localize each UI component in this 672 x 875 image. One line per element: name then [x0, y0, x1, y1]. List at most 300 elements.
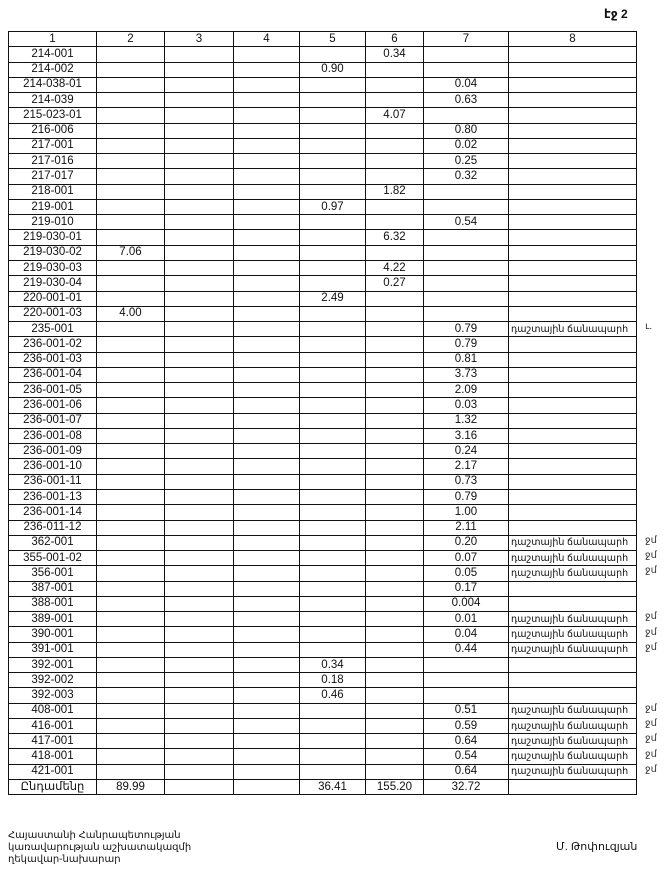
area-cell: 0.05 — [424, 566, 509, 581]
area-cell — [165, 62, 234, 77]
area-cell — [97, 138, 165, 153]
margin-cut-text: ջմ — [645, 641, 657, 653]
area-cell — [165, 444, 234, 459]
area-cell — [97, 642, 165, 657]
column-header: 2 — [97, 32, 165, 47]
area-cell — [165, 398, 234, 413]
area-cell — [300, 322, 366, 337]
area-cell: 0.17 — [424, 581, 509, 596]
area-cell — [424, 245, 509, 260]
note-cell — [509, 230, 637, 245]
area-cell — [234, 184, 300, 199]
table-header-row — [9, 32, 637, 47]
area-cell — [97, 123, 165, 138]
area-cell — [234, 444, 300, 459]
margin-cut-text: ջմ — [645, 763, 657, 775]
area-cell — [366, 352, 424, 367]
area-cell — [165, 123, 234, 138]
area-cell — [300, 581, 366, 596]
area-cell — [300, 383, 366, 398]
area-cell — [97, 352, 165, 367]
note-cell — [509, 47, 637, 62]
area-cell — [300, 734, 366, 749]
area-cell — [234, 642, 300, 657]
area-cell — [300, 612, 366, 627]
margin-cut-text: ջմ — [645, 748, 657, 760]
area-cell — [300, 444, 366, 459]
margin-cut-text: ւ. — [645, 321, 653, 333]
note-cell — [509, 383, 637, 398]
area-cell — [300, 718, 366, 733]
area-cell — [234, 718, 300, 733]
area-cell: 0.63 — [424, 93, 509, 108]
area-cell — [366, 62, 424, 77]
area-cell: 0.46 — [300, 688, 366, 703]
footer-title-block — [8, 830, 191, 866]
area-cell: 0.80 — [424, 123, 509, 138]
area-cell: 0.004 — [424, 596, 509, 611]
parcel-code-cell: 236-001-05 — [9, 383, 97, 398]
area-cell — [234, 627, 300, 642]
table-row — [9, 383, 637, 398]
area-cell — [234, 489, 300, 504]
table-row — [9, 566, 637, 581]
area-cell — [97, 703, 165, 718]
column-header: 6 — [366, 32, 424, 47]
area-cell: 0.79 — [424, 489, 509, 504]
area-cell — [234, 306, 300, 321]
area-cell — [424, 260, 509, 275]
area-cell: 0.27 — [366, 276, 424, 291]
area-cell — [97, 505, 165, 520]
area-cell — [165, 93, 234, 108]
area-cell — [234, 474, 300, 489]
footer-line: ղեկավար-նախարար — [8, 854, 121, 865]
margin-cut-text: ջմ — [645, 702, 657, 714]
area-cell: 2.11 — [424, 520, 509, 535]
area-cell — [234, 505, 300, 520]
table-row — [9, 642, 637, 657]
table-row — [9, 413, 637, 428]
area-cell — [366, 322, 424, 337]
parcel-code-cell: 416-001 — [9, 718, 97, 733]
area-cell — [234, 138, 300, 153]
table-row — [9, 673, 637, 688]
parcel-code-cell: 219-001 — [9, 199, 97, 214]
parcel-code-cell: 214-001 — [9, 47, 97, 62]
area-cell — [97, 657, 165, 672]
note-cell — [509, 306, 637, 321]
area-cell — [300, 489, 366, 504]
note-cell: դաշտային ճանապարհ — [509, 627, 637, 642]
area-cell — [165, 367, 234, 382]
table-row — [9, 138, 637, 153]
area-cell: 0.59 — [424, 718, 509, 733]
note-cell — [509, 489, 637, 504]
area-cell — [366, 93, 424, 108]
area-cell: 0.20 — [424, 535, 509, 550]
area-cell — [234, 673, 300, 688]
area-cell — [424, 276, 509, 291]
parcel-code-cell: 235-001 — [9, 322, 97, 337]
parcel-code-cell: 215-023-01 — [9, 108, 97, 123]
area-cell — [424, 108, 509, 123]
note-cell: դաշտային ճանապարհ — [509, 322, 637, 337]
table-row — [9, 551, 637, 566]
area-cell: 0.25 — [424, 154, 509, 169]
area-cell — [366, 367, 424, 382]
area-cell — [97, 627, 165, 642]
note-cell — [509, 581, 637, 596]
area-cell — [234, 596, 300, 611]
area-cell — [234, 749, 300, 764]
area-cell — [300, 596, 366, 611]
area-cell — [165, 383, 234, 398]
area-cell: 4.00 — [97, 306, 165, 321]
area-cell — [300, 413, 366, 428]
area-cell — [97, 383, 165, 398]
area-cell — [366, 489, 424, 504]
parcel-code-cell: 214-039 — [9, 93, 97, 108]
area-cell — [97, 749, 165, 764]
area-cell — [366, 444, 424, 459]
area-cell — [97, 62, 165, 77]
area-cell: 1.00 — [424, 505, 509, 520]
margin-cut-text: ջմ — [645, 626, 657, 638]
parcel-code-cell: 218-001 — [9, 184, 97, 199]
area-cell — [234, 535, 300, 550]
margin-cut-text: ջմ — [645, 718, 657, 730]
area-cell — [300, 77, 366, 92]
parcel-code-cell: 236-001-08 — [9, 428, 97, 443]
area-cell — [234, 77, 300, 92]
area-cell — [165, 612, 234, 627]
parcel-code-cell: 236-001-04 — [9, 367, 97, 382]
area-cell — [165, 77, 234, 92]
table-row — [9, 352, 637, 367]
total-cell — [234, 780, 300, 795]
area-cell — [424, 199, 509, 214]
area-cell: 0.32 — [424, 169, 509, 184]
area-cell — [366, 154, 424, 169]
area-cell — [234, 566, 300, 581]
area-cell — [234, 520, 300, 535]
area-cell — [300, 276, 366, 291]
table-row — [9, 581, 637, 596]
area-cell: 0.54 — [424, 749, 509, 764]
area-cell — [165, 322, 234, 337]
area-cell — [300, 764, 366, 779]
parcel-code-cell: 236-001-07 — [9, 413, 97, 428]
total-cell — [165, 780, 234, 795]
parcel-code-cell: 388-001 — [9, 596, 97, 611]
area-cell — [234, 734, 300, 749]
table-row — [9, 688, 637, 703]
note-cell — [509, 291, 637, 306]
note-cell — [509, 673, 637, 688]
parcel-code-cell: 356-001 — [9, 566, 97, 581]
note-cell — [509, 688, 637, 703]
area-cell — [97, 93, 165, 108]
parcel-code-cell: 217-016 — [9, 154, 97, 169]
area-cell — [97, 215, 165, 230]
area-cell — [366, 459, 424, 474]
area-cell — [300, 535, 366, 550]
parcel-code-cell: 219-030-03 — [9, 260, 97, 275]
area-cell — [234, 413, 300, 428]
parcel-code-cell: 391-001 — [9, 642, 97, 657]
parcel-code-cell: 355-001-02 — [9, 551, 97, 566]
area-cell — [165, 474, 234, 489]
area-cell — [300, 703, 366, 718]
area-cell — [165, 581, 234, 596]
area-cell — [165, 673, 234, 688]
area-cell: 4.07 — [366, 108, 424, 123]
area-cell: 1.82 — [366, 184, 424, 199]
area-cell: 0.81 — [424, 352, 509, 367]
area-cell — [165, 566, 234, 581]
area-cell — [300, 230, 366, 245]
margin-cut-text: ջմ — [645, 534, 657, 546]
parcel-code-cell: 390-001 — [9, 627, 97, 642]
table-row — [9, 718, 637, 733]
parcel-code-cell: 236-001-13 — [9, 489, 97, 504]
column-header: 5 — [300, 32, 366, 47]
table-row — [9, 428, 637, 443]
area-cell — [234, 764, 300, 779]
area-cell — [234, 337, 300, 352]
area-cell — [165, 276, 234, 291]
area-cell — [234, 123, 300, 138]
note-cell: դաշտային ճանապարհ — [509, 551, 637, 566]
parcel-code-cell: 214-038-01 — [9, 77, 97, 92]
table-row — [9, 199, 637, 214]
parcel-code-cell: 217-017 — [9, 169, 97, 184]
area-cell — [366, 551, 424, 566]
note-cell: դաշտային ճանապարհ — [509, 612, 637, 627]
area-cell: 0.04 — [424, 77, 509, 92]
parcel-code-cell: 236-001-02 — [9, 337, 97, 352]
area-cell — [234, 367, 300, 382]
area-cell — [366, 291, 424, 306]
area-cell — [300, 93, 366, 108]
area-cell — [97, 199, 165, 214]
area-cell — [300, 551, 366, 566]
area-cell: 0.64 — [424, 764, 509, 779]
table-row — [9, 108, 637, 123]
area-cell — [300, 138, 366, 153]
parcel-code-cell: 220-001-03 — [9, 306, 97, 321]
note-cell — [509, 657, 637, 672]
parcel-code-cell: 236-001-11 — [9, 474, 97, 489]
table-row — [9, 734, 637, 749]
area-cell — [366, 123, 424, 138]
area-cell — [300, 306, 366, 321]
area-cell — [300, 749, 366, 764]
note-cell: դաշտային ճանապարհ — [509, 749, 637, 764]
note-cell — [509, 93, 637, 108]
note-cell — [509, 123, 637, 138]
area-cell — [366, 688, 424, 703]
parcel-code-cell: 217-001 — [9, 138, 97, 153]
area-cell: 0.73 — [424, 474, 509, 489]
area-cell — [165, 764, 234, 779]
area-cell — [366, 764, 424, 779]
area-cell — [165, 734, 234, 749]
table-row — [9, 535, 637, 550]
area-cell — [165, 108, 234, 123]
area-cell — [366, 383, 424, 398]
area-cell — [234, 291, 300, 306]
area-cell — [234, 322, 300, 337]
area-cell: 2.09 — [424, 383, 509, 398]
area-cell — [97, 718, 165, 733]
area-cell — [366, 413, 424, 428]
table-row — [9, 169, 637, 184]
note-cell — [509, 428, 637, 443]
area-cell — [300, 215, 366, 230]
area-cell — [234, 276, 300, 291]
area-cell — [424, 47, 509, 62]
table-row — [9, 184, 637, 199]
area-cell — [424, 62, 509, 77]
footer-line: Հայաստանի Հանրապետության — [8, 830, 181, 841]
area-cell — [366, 703, 424, 718]
total-cell: 89.99 — [97, 780, 165, 795]
parcel-code-cell: 219-030-01 — [9, 230, 97, 245]
area-cell — [165, 47, 234, 62]
area-cell — [165, 154, 234, 169]
area-cell — [300, 123, 366, 138]
area-cell — [97, 535, 165, 550]
table-row — [9, 398, 637, 413]
area-cell — [300, 337, 366, 352]
page-number: էջ 2 — [604, 7, 628, 21]
area-cell — [234, 657, 300, 672]
area-cell — [234, 459, 300, 474]
note-cell — [509, 520, 637, 535]
area-cell — [165, 459, 234, 474]
table-row — [9, 291, 637, 306]
area-cell — [97, 520, 165, 535]
area-cell — [300, 169, 366, 184]
area-cell: 0.97 — [300, 199, 366, 214]
area-cell — [300, 245, 366, 260]
area-cell — [234, 154, 300, 169]
area-cell — [165, 169, 234, 184]
area-cell — [165, 596, 234, 611]
area-cell — [165, 199, 234, 214]
area-cell — [165, 718, 234, 733]
area-cell — [234, 352, 300, 367]
parcel-code-cell: 417-001 — [9, 734, 97, 749]
note-cell: դաշտային ճանապարհ — [509, 764, 637, 779]
area-cell — [97, 169, 165, 184]
area-cell — [234, 383, 300, 398]
area-cell — [165, 306, 234, 321]
area-cell — [366, 612, 424, 627]
table-row — [9, 627, 637, 642]
parcel-code-cell: 362-001 — [9, 535, 97, 550]
area-cell — [97, 291, 165, 306]
parcel-code-cell: 236-001-03 — [9, 352, 97, 367]
note-cell — [509, 108, 637, 123]
area-cell — [97, 688, 165, 703]
table-row — [9, 703, 637, 718]
area-cell — [366, 199, 424, 214]
total-cell — [509, 780, 637, 795]
note-cell — [509, 505, 637, 520]
table-row — [9, 322, 637, 337]
parcel-code-cell: 418-001 — [9, 749, 97, 764]
note-cell — [509, 199, 637, 214]
area-cell — [234, 230, 300, 245]
area-cell — [165, 749, 234, 764]
table-row — [9, 276, 637, 291]
area-cell: 0.07 — [424, 551, 509, 566]
area-cell — [366, 306, 424, 321]
parcel-code-cell: 219-030-02 — [9, 245, 97, 260]
note-cell — [509, 474, 637, 489]
area-cell: 0.79 — [424, 322, 509, 337]
area-cell — [366, 627, 424, 642]
parcel-code-cell: 389-001 — [9, 612, 97, 627]
note-cell — [509, 62, 637, 77]
area-cell: 0.18 — [300, 673, 366, 688]
parcel-code-cell: 236-001-10 — [9, 459, 97, 474]
area-cell — [97, 154, 165, 169]
parcel-code-cell: 236-001-14 — [9, 505, 97, 520]
note-cell: դաշտային ճանապարհ — [509, 535, 637, 550]
note-cell — [509, 413, 637, 428]
area-cell: 1.32 — [424, 413, 509, 428]
parcel-code-cell: 220-001-01 — [9, 291, 97, 306]
area-cell — [424, 688, 509, 703]
note-cell — [509, 596, 637, 611]
area-cell — [366, 474, 424, 489]
area-cell: 0.04 — [424, 627, 509, 642]
area-cell — [234, 612, 300, 627]
area-cell — [366, 718, 424, 733]
area-cell — [366, 749, 424, 764]
area-cell — [300, 154, 366, 169]
note-cell — [509, 154, 637, 169]
area-cell — [366, 642, 424, 657]
table-row — [9, 47, 637, 62]
area-cell — [300, 566, 366, 581]
area-cell — [424, 306, 509, 321]
signatory-name: Մ. Թոփուզյան — [556, 841, 638, 853]
area-cell — [165, 230, 234, 245]
area-cell — [234, 245, 300, 260]
area-cell: 7.06 — [97, 245, 165, 260]
note-cell — [509, 459, 637, 474]
area-cell — [97, 322, 165, 337]
table-row — [9, 520, 637, 535]
area-cell — [97, 260, 165, 275]
note-cell — [509, 444, 637, 459]
area-cell — [300, 520, 366, 535]
area-cell: 0.44 — [424, 642, 509, 657]
area-cell — [97, 734, 165, 749]
note-cell — [509, 352, 637, 367]
area-cell — [165, 215, 234, 230]
area-cell — [300, 627, 366, 642]
area-cell — [366, 77, 424, 92]
area-cell — [97, 673, 165, 688]
note-cell — [509, 245, 637, 260]
parcel-code-cell: 236-001-06 — [9, 398, 97, 413]
